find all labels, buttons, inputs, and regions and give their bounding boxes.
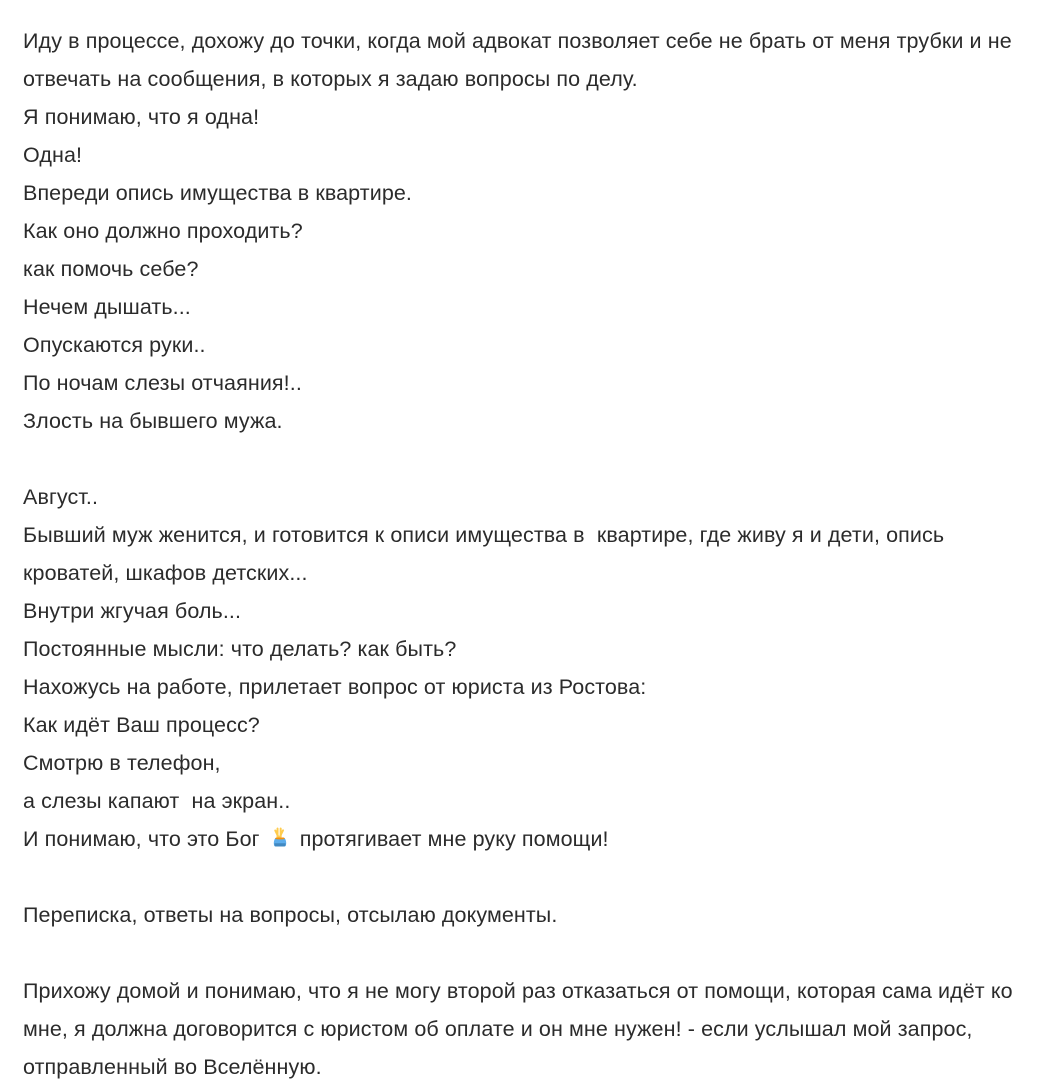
text-line: Как идёт Ваш процесс? bbox=[23, 713, 260, 737]
paragraph-4 bbox=[23, 972, 1030, 1086]
text-line: Внутри жгучая боль... bbox=[23, 599, 242, 623]
text-line-with-emoji bbox=[23, 820, 1030, 858]
text-line: Как оно должно проходить? bbox=[23, 219, 303, 243]
text-after-emoji: протягивает мне руку помощи! bbox=[293, 827, 609, 851]
text-line: Нечем дышать... bbox=[23, 295, 191, 319]
text-line: Бывший муж женится, и готовится к описи имущества в квартире, где живу я и дети, опись кроватей, шкафов детских... bbox=[23, 523, 957, 585]
folded-hands-icon bbox=[268, 826, 292, 850]
text-line: Нахожусь на работе, прилетает вопрос от юриста из Ростова: bbox=[23, 675, 647, 699]
text-line: Одна! bbox=[23, 143, 83, 167]
text-line: Я понимаю, что я одна! bbox=[23, 105, 260, 129]
text-line: Злость на бывшего мужа. bbox=[23, 409, 283, 433]
text-line: Август.. bbox=[23, 485, 99, 509]
text-line: Прихожу домой и понимаю, что я не могу второй раз отказаться от помощи, которая сама идёт ко мне, я должна договорится с юристом об оплате и он мне нужен! - если услышал мой запрос, отправленный во Вселённую. bbox=[23, 979, 1019, 1079]
text-line: как помочь себе? bbox=[23, 257, 199, 281]
paragraph-3 bbox=[23, 896, 1030, 934]
text-line: Смотрю в телефон, bbox=[23, 751, 221, 775]
paragraph-1 bbox=[23, 22, 1030, 440]
paragraph-2 bbox=[23, 478, 1030, 858]
text-line: Постоянные мысли: что делать? как быть? bbox=[23, 637, 457, 661]
text-line: Переписка, ответы на вопросы, отсылаю документы. bbox=[23, 903, 558, 927]
text-line: Опускаются руки.. bbox=[23, 333, 206, 357]
text-line: Впереди опись имущества в квартире. bbox=[23, 181, 413, 205]
text-line: а слезы капают на экран.. bbox=[23, 789, 291, 813]
text-before-emoji: И понимаю, что это Бог bbox=[23, 827, 266, 851]
text-line: Иду в процессе, дохожу до точки, когда мой адвокат позволяет себе не брать от меня трубки и не отвечать на сообщения, в которых я задаю вопросы по делу. bbox=[23, 29, 1018, 91]
text-line: По ночам слезы отчаяния!.. bbox=[23, 371, 302, 395]
